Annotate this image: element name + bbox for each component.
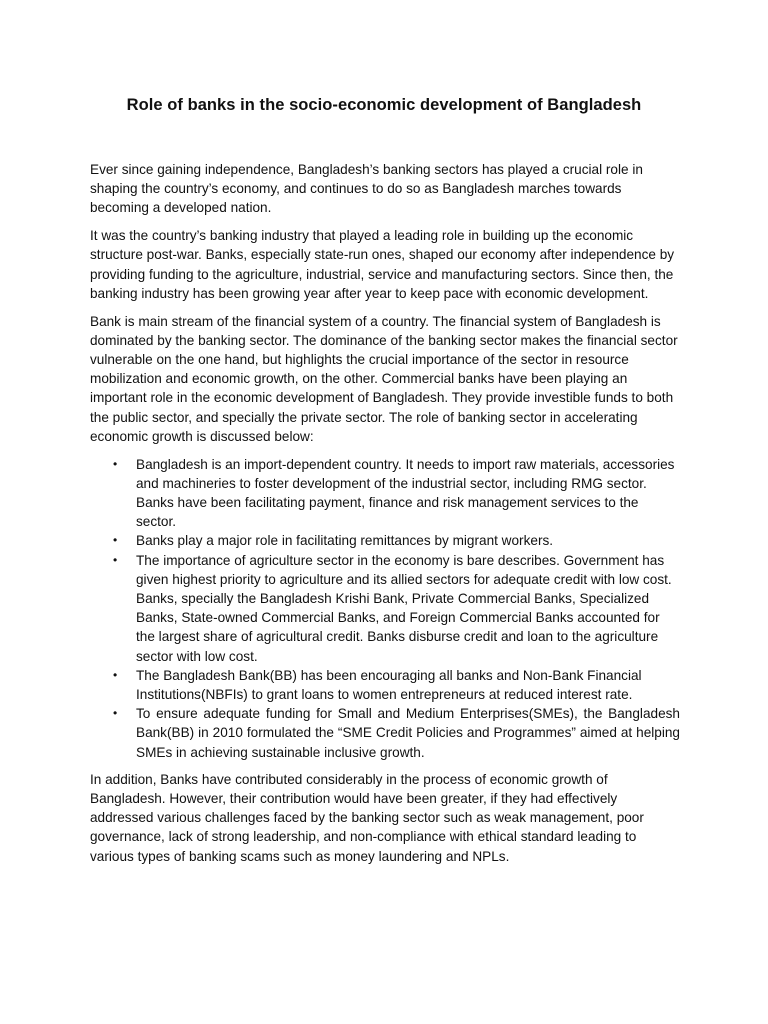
intro-paragraph: Ever since gaining independence, Bangladesh’s banking sectors has played a crucial role in shaping the country’s economy, and continues to do so as Bangladesh marches towards becoming a developed nation. xyxy=(90,162,643,216)
bullet-list xyxy=(90,455,680,762)
list-item xyxy=(113,704,680,762)
bullet-marker: • xyxy=(113,706,118,721)
bullet-marker: • xyxy=(113,533,118,548)
bullet-marker: • xyxy=(113,456,118,471)
list-item xyxy=(113,551,680,666)
list-item-text: The importance of agriculture sector in the economy is bare describes. Government has given highest priority to agriculture and its allied sectors for adequate credit with low cost. Banks, specially the Bangladesh Krishi Bank, Private Commercial Banks, Specialized Banks, State-owned Commercial Banks, and Foreign Commercial Banks accounted for the largest share of agricultural credit. Banks disburse credit and loan to the agriculture sector with low cost. xyxy=(136,552,672,664)
list-item-text: Bangladesh is an import-dependent country. It needs to import raw materials, accessories and machineries to foster development of the industrial sector, including RMG sector. Banks have been facilitating payment, finance and risk management services to the sector. xyxy=(136,456,675,530)
list-item xyxy=(113,531,680,550)
bullet-marker: • xyxy=(113,667,118,682)
list-item-text: The Bangladesh Bank(BB) has been encouraging all banks and Non-Bank Financial Institutions(NBFIs) to grant loans to women entrepreneurs at reduced interest rate. xyxy=(136,667,642,703)
list-item xyxy=(113,455,680,532)
financial-system-paragraph: Bank is main stream of the financial system of a country. The financial system of Bangladesh is dominated by the banking sector. The dominance of the banking sector makes the financial sector vulnerable on the one hand, but highlights the crucial importance of the sector in resource mobilization and economic growth, on the other. Commercial banks have been playing an important role in the economic development of Bangladesh. They provide investible funds to both the public sector, and specially the private sector. The role of banking sector in accelerating economic growth is discussed below: xyxy=(90,313,678,444)
bullet-marker: • xyxy=(113,552,118,567)
list-item-text: Banks play a major role in facilitating remittances by migrant workers. xyxy=(136,533,554,549)
closing-paragraph: In addition, Banks have contributed considerably in the process of economic growth of Bangladesh. However, their contribution would have been greater, if they had effectively addressed various challenges faced by the banking sector such as weak management, poor governance, lack of strong leadership, and non-compliance with ethical standard leading to various types of banking scams such as money laundering and NPLs. xyxy=(90,771,644,864)
list-item-text: To ensure adequate funding for Small and Medium Enterprises(SMEs), the Bangladesh Bank(BB) in 2010 formulated the “SME Credit Policies and Programmes” aimed at helping SMEs in achieving sustainable inclusive growth. xyxy=(136,706,680,760)
history-paragraph: It was the country’s banking industry that played a leading role in building up the economic structure post-war. Banks, especially state-run ones, shaped our economy after independence by providing funding to the agriculture, industrial, service and manufacturing sectors. Since then, the banking industry has been growing year after year to keep pace with economic development. xyxy=(90,228,675,301)
list-item xyxy=(113,666,680,704)
document-title: Role of banks in the socio-economic development of Bangladesh xyxy=(126,96,642,114)
document-body xyxy=(90,160,680,874)
